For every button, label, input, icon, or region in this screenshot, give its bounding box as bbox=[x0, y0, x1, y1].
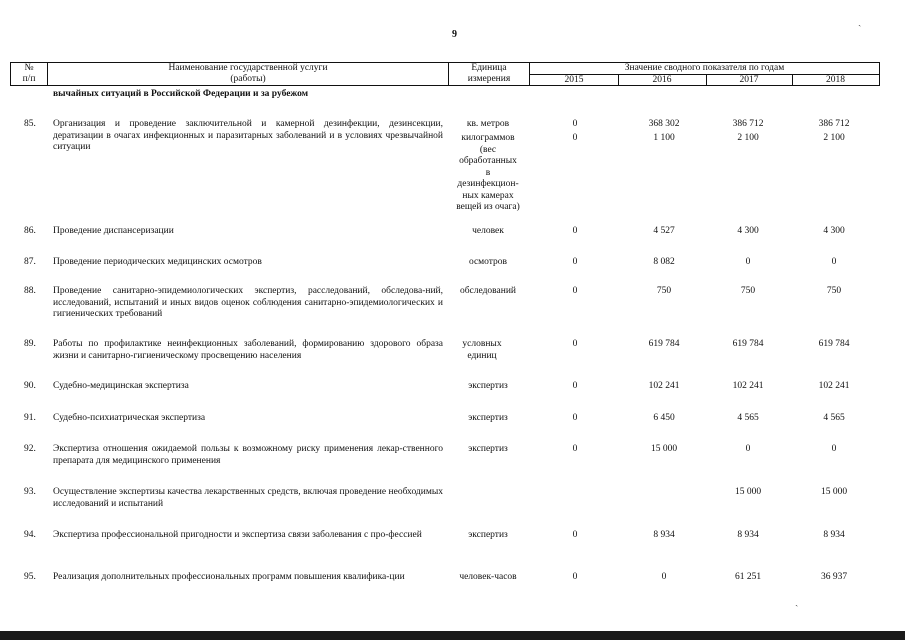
row-89-2018: 619 784 bbox=[818, 339, 850, 349]
row-85-2017: 386 712 bbox=[732, 119, 764, 129]
header-year-2017: 2017 bbox=[739, 75, 759, 85]
row-87-2018: 0 bbox=[831, 257, 837, 267]
row-95-unit: человек-часов bbox=[459, 572, 517, 582]
row-86-number: 86. bbox=[24, 226, 36, 236]
row-90-2017: 102 241 bbox=[732, 381, 764, 391]
row-91-2015: 0 bbox=[572, 413, 578, 423]
row-95-2017: 61 251 bbox=[734, 572, 762, 582]
row-86-2016: 4 527 bbox=[653, 226, 675, 236]
row-86-2018: 4 300 bbox=[823, 226, 845, 236]
row-92-unit: экспертиз bbox=[468, 444, 508, 454]
header-col-number-top: № bbox=[24, 63, 34, 73]
row-88-unit: обследований bbox=[459, 286, 517, 296]
row-90-unit: экспертиз bbox=[468, 381, 508, 391]
row-85-number: 85. bbox=[24, 119, 36, 129]
header-year-2018: 2018 bbox=[826, 75, 845, 85]
row-86-name: Проведение диспансеризации bbox=[53, 226, 174, 236]
row-85-2018-b: 2 100 bbox=[823, 133, 845, 143]
row-94-2017: 8 934 bbox=[737, 530, 759, 540]
row-87-2015: 0 bbox=[572, 257, 578, 267]
header-col-unit bbox=[448, 62, 530, 86]
row-86-2017: 4 300 bbox=[737, 226, 759, 236]
row-87-name: Проведение периодических медицинских осмотров bbox=[53, 257, 262, 267]
row-85-unit: кв. метров bbox=[466, 119, 510, 129]
header-col-unit-top: Единица bbox=[471, 63, 507, 73]
row-87-2016: 8 082 bbox=[653, 257, 675, 267]
row-94-2015: 0 bbox=[572, 530, 578, 540]
row-94-2018: 8 934 bbox=[823, 530, 845, 540]
row-87-unit: осмотров bbox=[468, 257, 508, 267]
row-95-number: 95. bbox=[24, 572, 36, 582]
row-95-2016: 0 bbox=[661, 572, 667, 582]
row-88-number: 88. bbox=[24, 286, 36, 296]
row-90-2016: 102 241 bbox=[648, 381, 680, 391]
header-col-values bbox=[529, 62, 880, 86]
row-93-2017: 15 000 bbox=[734, 487, 762, 497]
header-col-name-bottom: (работы) bbox=[230, 74, 266, 84]
row-90-2015: 0 bbox=[572, 381, 578, 391]
row-94-name: Экспертиза профессиональной пригодности и экспертиза связи заболевания с про-фессией bbox=[53, 530, 422, 540]
row-85-2016: 368 302 bbox=[648, 119, 680, 129]
row-94-2016: 8 934 bbox=[653, 530, 675, 540]
row-95-name: Реализация дополнительных профессиональных программ повышения квалифика-ции bbox=[53, 572, 405, 582]
row-88-2018: 750 bbox=[826, 286, 842, 296]
row-85-name: Организация и проведение заключительной и камерной дезинфекции, дезинсекции, дератизации в очагах инфекционных и паразитарных заболеваний и в условиях чрезвычайной ситуации bbox=[53, 119, 443, 152]
row-91-number: 91. bbox=[24, 413, 36, 423]
row-85-2016-b: 1 100 bbox=[653, 133, 675, 143]
row-90-2018: 102 241 bbox=[818, 381, 850, 391]
row-94-number: 94. bbox=[24, 530, 36, 540]
row-95-2015: 0 bbox=[572, 572, 578, 582]
row-89-2016: 619 784 bbox=[648, 339, 680, 349]
scan-mark-bottom: ˎ bbox=[795, 596, 799, 607]
header-year-2016: 2016 bbox=[652, 75, 672, 85]
row-88-2017: 750 bbox=[740, 286, 756, 296]
header-col-name bbox=[47, 62, 449, 86]
row-93-name: Осуществление экспертизы качества лекарственных средств, включая проведение необходимых исследований и испытаний bbox=[53, 487, 443, 509]
scan-edge-bar bbox=[0, 631, 905, 640]
row-93-number: 93. bbox=[24, 487, 36, 497]
row-91-unit: экспертиз bbox=[468, 413, 508, 423]
row-90-name: Судебно-медицинская экспертиза bbox=[53, 381, 189, 391]
row-92-name: Экспертиза отношения ожидаемой пользы к возможному риску применения лекар-ственного препарата для медицинского применения bbox=[53, 444, 443, 466]
row-89-2015: 0 bbox=[572, 339, 578, 349]
row-88-2015: 0 bbox=[572, 286, 578, 296]
row-92-2016: 15 000 bbox=[650, 444, 678, 454]
row-93-2018: 15 000 bbox=[820, 487, 848, 497]
row-87-2017: 0 bbox=[745, 257, 751, 267]
row-92-2017: 0 bbox=[745, 444, 751, 454]
row-85-2015: 0 bbox=[572, 119, 578, 129]
row-92-number: 92. bbox=[24, 444, 36, 454]
page-number: 9 bbox=[452, 29, 457, 40]
continued-text: вычайных ситуаций в Российской Федерации и за рубежом bbox=[53, 89, 309, 99]
header-values-title: Значение сводного показателя по годам bbox=[624, 63, 785, 73]
row-85-2018: 386 712 bbox=[818, 119, 850, 129]
row-91-2018: 4 565 bbox=[823, 413, 845, 423]
row-89-2017: 619 784 bbox=[732, 339, 764, 349]
header-year-2015: 2015 bbox=[564, 75, 584, 85]
scan-mark-top-right: ˎ bbox=[858, 16, 862, 27]
row-87-number: 87. bbox=[24, 257, 36, 267]
row-89-number: 89. bbox=[24, 339, 36, 349]
row-85-2017-b: 2 100 bbox=[737, 133, 759, 143]
row-89-name: Работы по профилактике неинфекционных заболеваний, формированию здорового образа жизни и санитарно-гигиеническому просвещению населения bbox=[53, 339, 443, 361]
header-col-name-top: Наименование государственной услуги bbox=[168, 63, 328, 73]
row-91-2016: 6 450 bbox=[653, 413, 675, 423]
header-col-number bbox=[10, 62, 48, 86]
row-94-unit: экспертиз bbox=[468, 530, 508, 540]
row-92-2018: 0 bbox=[831, 444, 837, 454]
row-91-name: Судебно-психиатрическая экспертиза bbox=[53, 413, 206, 423]
header-col-number-bottom: п/п bbox=[22, 74, 36, 84]
header-col-unit-bottom: измерения bbox=[467, 74, 511, 84]
row-86-unit: человек bbox=[472, 226, 504, 236]
row-90-number: 90. bbox=[24, 381, 36, 391]
row-95-2018: 36 937 bbox=[820, 572, 848, 582]
row-89-unit: условных единиц bbox=[462, 339, 502, 361]
row-88-name: Проведение санитарно-эпидемиологических экспертиз, расследований, обследова-ний, исследований, испытаний и иных видов оценок соблюдения санитарно-эпидемиологических и гигиенических требований bbox=[53, 286, 443, 319]
row-92-2015: 0 bbox=[572, 444, 578, 454]
row-88-2016: 750 bbox=[656, 286, 672, 296]
row-91-2017: 4 565 bbox=[737, 413, 759, 423]
row-86-2015: 0 bbox=[572, 226, 578, 236]
row-85-2015-b: 0 bbox=[572, 133, 578, 143]
row-85-unit-2: килограммов (вес обработанных в дезинфекцион-ных камерах вещей из очага) bbox=[456, 133, 520, 212]
